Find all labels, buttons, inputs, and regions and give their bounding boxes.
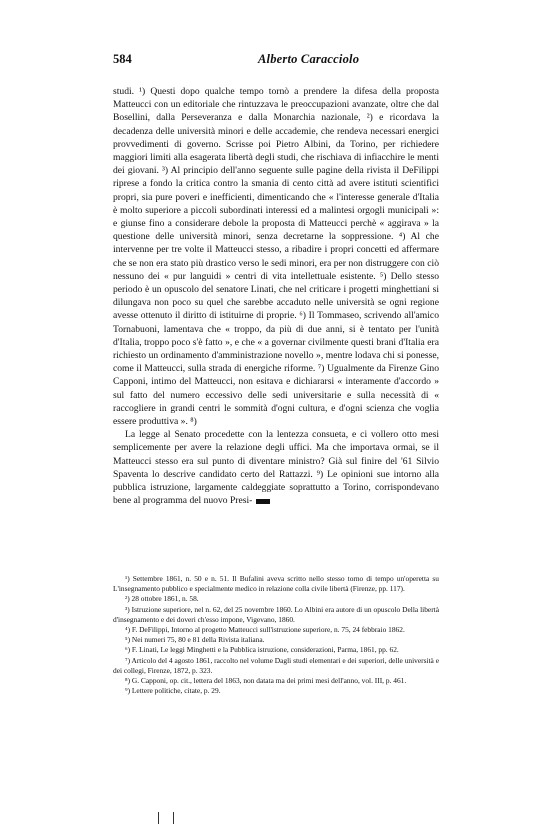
main-text — [113, 85, 439, 508]
footnote: ⁶) F. Linati, Le leggi Minghetti e la Pubblica istruzione, considerazioni, Parma, 1861, pp. 62. — [125, 645, 399, 655]
body-paragraph: studi. ¹) Questi dopo qualche tempo tornò a prendere la difesa della proposta Matteucci con un editoriale che rintuzzava le preoccupazioni avanzate, oltre che dal Bosellini, dalla Perseveranza e dalla Monarchia nazionale, ²) e ricordava la decadenza delle università minori e delle accademie, che rendeva necessari energici provvedimenti di governo. Scrisse poi Pietro Albini, da Torino, per richiedere maggiori limiti alla esagerata libertà degli studi, che rischiava di infiacchire le menti dei giovani. ³) Al principio dell'anno seguente sulle pagine della rivista il DeFilippi riprese a fondo la critica contro la smania di cento città ad avere istituti scientifici propri, sia pure poveri e inefficienti, dimenticando che « l'interesse generale d'Italia è molto superiore a piccoli subordinati interessi ed a malintesi orgogli municipali »: e giunse fino a considerare debole la proposta di Matteucci perchè « aggirava » la questione delle università minori, senza decretarne la soppressione. ⁴) Al che intervenne per tre volte il Matteucci stesso, a ribadire i propri concetti ed affermare che se non era stato più drastico verso le sedi minori, era per non distruggere con ciò nessuno dei « pur languidi » centri di vita intellettuale esistente. ⁵) Dello stesso periodo è un opuscolo del senatore Linati, che nel criticare i progetti minghettiani si dilungava non poco su quel che sarebbe accaduto nelle università se ogni regione avesse ottenuto il diritto di istituirne di proprie. ⁶) Il Tommaseo, scrivendo all'amico Tornabuoni, lamentava che « troppo, da più di due anni, si è tentato per l'unità d'Italia, troppo poco s'è fatto », e che « a governar civilmente questi brani d'Italia era richiesto un ordinamento d'amministrazione novello », mentre lodava chi si ponesse, come il Matteucci, sulla strada di energiche riforme. ⁷) Ugualmente da Firenze Gino Capponi, intimo del Matteucci, non esitava e dichiararsi « interamente d'accordo » sul fatto del numero eccessivo delle sedi universitarie e sulla necessità di « raccogliere in grandi centri le sommità d'ogni cultura, e d'ogni scienza che voglia essere produttiva ». ⁸) — [113, 86, 439, 428]
footnote: ¹) Settembre 1861, n. 50 e n. 51. Il Bufalini aveva scritto nello stesso torno di tempo un'operetta su L'insegnamento pubblico e specialmente medico in relazione colla civile libertà (Firenze, pp. 117). — [113, 574, 439, 594]
footnote: ²) 28 ottobre 1861, n. 58. — [125, 594, 199, 604]
running-title: Alberto Caracciolo — [258, 52, 360, 66]
footnote: ⁵) Nei numeri 75, 80 e 81 della Rivista italiana. — [125, 635, 265, 645]
body-paragraph-text: La legge al Senato procedette con la lentezza consueta, e ci vollero otto mesi semplicemente per avere la relazione degli uffici. Ma che importava ormai, se il Matteucci stesso era sul punto di diventare ministro? Già sul finire del '61 Silvio Spaventa lo descrive candidato certo del Rattazzi. ⁹) Le opinioni sue intorno alla pubblica istruzione, largamente caldeggiate soprattutto a Torino, corrispondevano bene al programma del nuovo Presi- — [113, 429, 439, 507]
body-paragraph — [113, 428, 439, 507]
footnotes — [113, 574, 439, 696]
margin-mark — [158, 812, 174, 824]
footnote: ³) Istruzione superiore, nel n. 62, del 25 novembre 1860. Lo Albini era autore di un opuscolo Della libertà d'insegnamento e dei doveri ch'esso impone, Vigevano, 1860. — [113, 604, 439, 624]
footnote: ⁴) F. DeFilippi, Intorno al progetto Matteucci sull'istruzione superiore, n. 75, 24 febbraio 1862. — [125, 625, 405, 635]
footnote: ⁸) G. Capponi, op. cit., lettera del 1863, non datata ma dei primi mesi dell'anno, vol. III, p. 461. — [125, 676, 407, 686]
ink-smudge — [256, 499, 270, 504]
footnote: ⁹) Lettere politiche, citate, p. 29. — [125, 686, 221, 696]
footnote: ⁷) Articolo del 4 agosto 1861, raccolto nel volume Dagli studi elementari e dei superiori, delle università e dei collegi, Firenze, 1872, p. 323. — [113, 655, 439, 675]
page-number: 584 — [113, 52, 132, 66]
